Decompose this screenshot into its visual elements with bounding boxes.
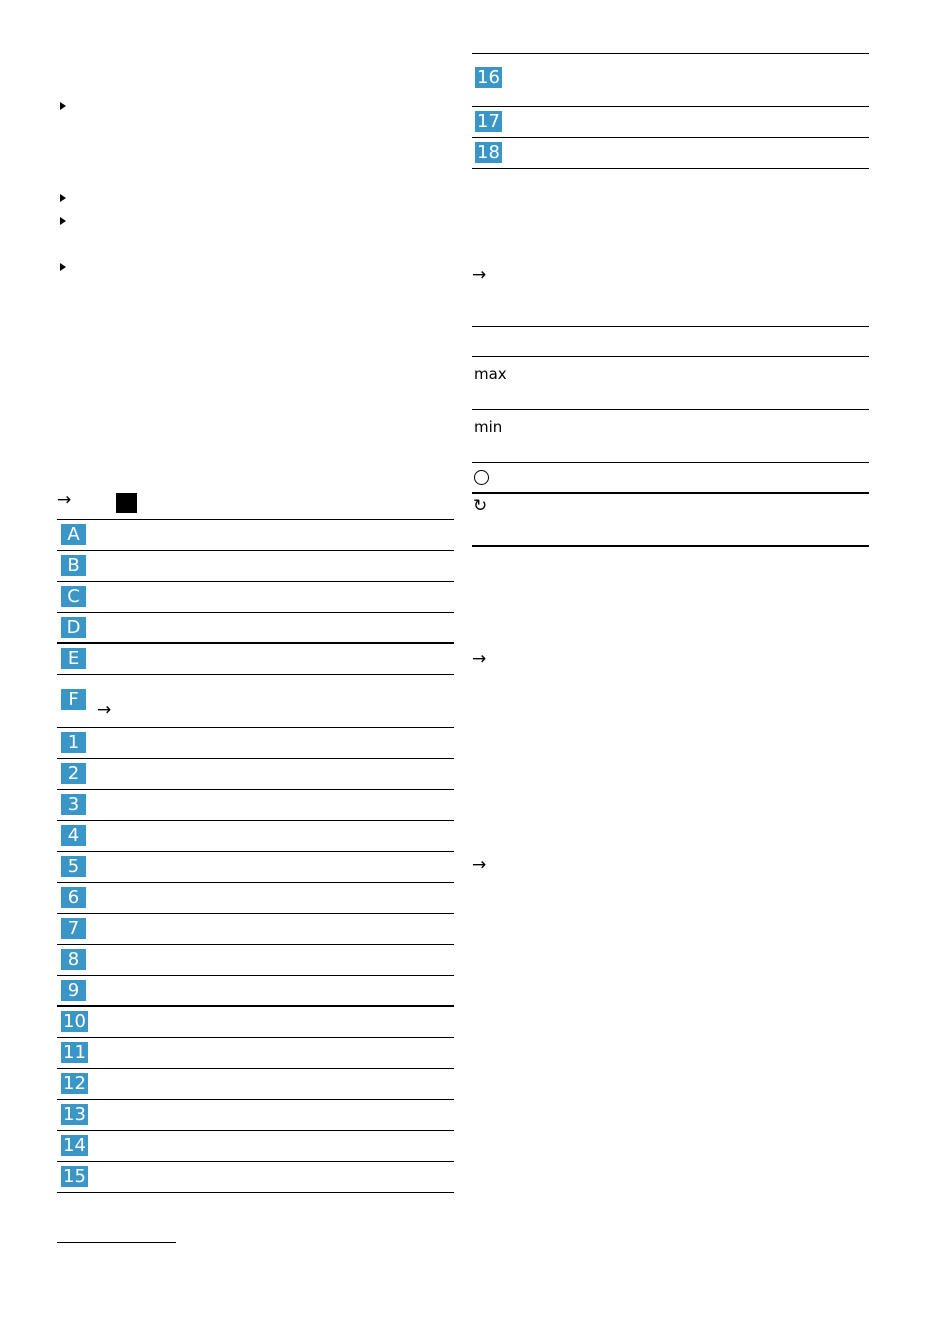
arrow-icon: → bbox=[472, 265, 487, 285]
bullet-icon bbox=[60, 102, 66, 110]
legend-row bbox=[57, 644, 454, 675]
legend-row bbox=[472, 138, 869, 169]
legend-row bbox=[57, 520, 454, 551]
legend-row bbox=[57, 1100, 454, 1131]
bullet-icon bbox=[60, 194, 66, 202]
legend-badge: 11 bbox=[63, 1042, 86, 1063]
settings-header-row bbox=[472, 327, 869, 357]
legend-badge: 9 bbox=[61, 980, 86, 1001]
arrow-icon: → bbox=[57, 490, 72, 510]
component-legend-table bbox=[57, 519, 454, 1193]
arrow-icon: → bbox=[97, 700, 112, 720]
legend-row bbox=[57, 945, 454, 976]
legend-badge: 10 bbox=[63, 1011, 86, 1032]
legend-badge: 12 bbox=[63, 1073, 86, 1094]
black-square-icon bbox=[116, 493, 137, 513]
legend-row bbox=[57, 613, 454, 644]
footnote-divider bbox=[57, 1242, 176, 1243]
legend-row bbox=[57, 728, 454, 759]
settings-row-max bbox=[472, 357, 869, 410]
legend-badge: 16 bbox=[477, 67, 500, 88]
legend-row bbox=[57, 1007, 454, 1038]
legend-badge: 5 bbox=[61, 856, 86, 877]
setting-max-label: max bbox=[474, 365, 507, 383]
legend-badge: 8 bbox=[61, 949, 86, 970]
settings-row-rotate bbox=[472, 494, 869, 547]
legend-badge: 1 bbox=[61, 732, 86, 753]
legend-row bbox=[57, 790, 454, 821]
legend-badge: 4 bbox=[61, 825, 86, 846]
legend-row bbox=[57, 582, 454, 613]
legend-badge: 14 bbox=[63, 1135, 86, 1156]
legend-row bbox=[57, 1069, 454, 1100]
legend-row bbox=[57, 1038, 454, 1069]
legend-badge: F bbox=[61, 689, 86, 710]
legend-row bbox=[57, 883, 454, 914]
settings-table bbox=[472, 326, 869, 547]
legend-badge: 17 bbox=[477, 111, 500, 132]
legend-row bbox=[57, 976, 454, 1007]
legend-badge: 15 bbox=[63, 1166, 86, 1187]
bullet-icon bbox=[60, 217, 66, 225]
legend-badge: 6 bbox=[61, 887, 86, 908]
legend-row bbox=[57, 675, 454, 728]
arrow-icon: → bbox=[472, 649, 487, 669]
legend-row bbox=[57, 914, 454, 945]
setting-min-label: min bbox=[474, 418, 503, 436]
legend-row bbox=[472, 54, 869, 107]
legend-badge: 2 bbox=[61, 763, 86, 784]
legend-row bbox=[472, 107, 869, 138]
legend-row bbox=[57, 551, 454, 582]
legend-badge: 13 bbox=[63, 1104, 86, 1125]
legend-badge: C bbox=[61, 586, 86, 607]
bullet-icon bbox=[60, 263, 66, 271]
rotate-arrow-icon: ↻ bbox=[473, 496, 488, 516]
settings-row-min bbox=[472, 410, 869, 463]
legend-badge: 7 bbox=[61, 918, 86, 939]
legend-row bbox=[57, 821, 454, 852]
legend-row bbox=[57, 1162, 454, 1193]
arrow-icon: → bbox=[472, 855, 487, 875]
legend-row bbox=[57, 759, 454, 790]
legend-badge: A bbox=[61, 524, 86, 545]
settings-row-power bbox=[472, 463, 869, 494]
legend-badge: D bbox=[61, 617, 86, 638]
legend-badge: E bbox=[61, 648, 86, 669]
legend-row bbox=[57, 1131, 454, 1162]
legend-badge: B bbox=[61, 555, 86, 576]
legend-badge: 3 bbox=[61, 794, 86, 815]
legend-row bbox=[57, 852, 454, 883]
component-legend-table-continued bbox=[472, 53, 869, 169]
power-circle-icon bbox=[474, 470, 489, 485]
legend-badge: 18 bbox=[477, 142, 500, 163]
